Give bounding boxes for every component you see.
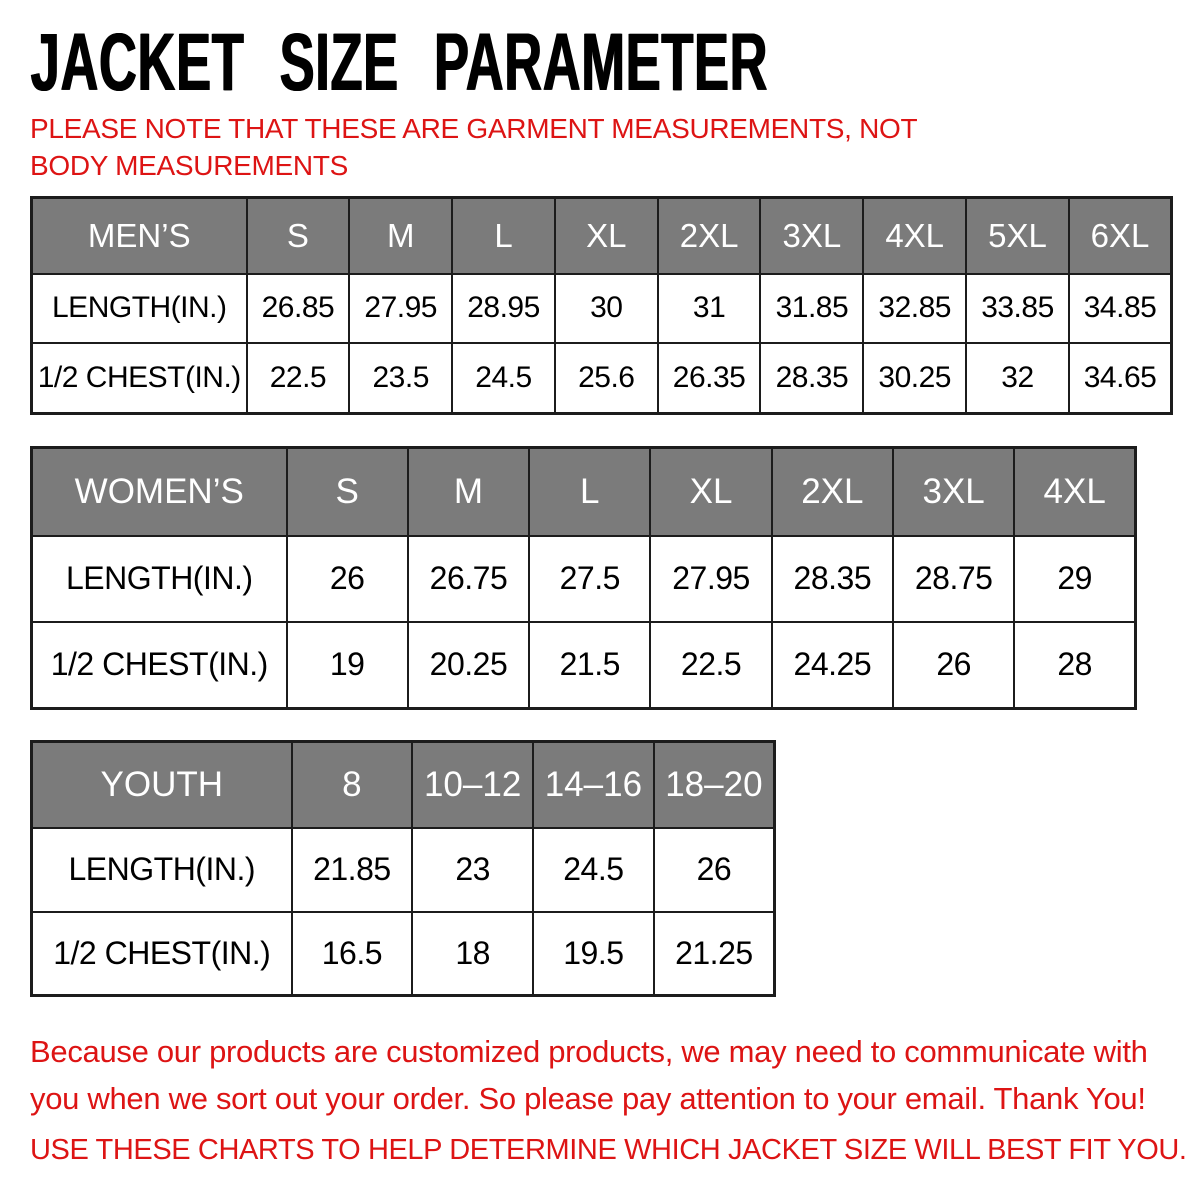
value-cell: 26 [287, 536, 408, 622]
mens-length-row [32, 274, 1172, 343]
value-cell: 24.5 [533, 828, 654, 912]
mens-chest-row [32, 343, 1172, 414]
row-label-cell: LENGTH(IN.) [32, 274, 247, 343]
value-cell: 19 [287, 622, 408, 709]
fit-tip-text: USE THESE CHARTS TO HELP DETERMINE WHICH JACKET SIZE WILL BEST FIT YOU. [30, 1134, 1187, 1166]
womens-table-title-cell: WOMEN’S [32, 448, 287, 536]
size-header-cell: 4XL [863, 198, 966, 274]
row-label-cell: 1/2 CHEST(IN.) [32, 912, 292, 996]
womens-length-row [32, 536, 1136, 622]
size-header-cell: S [287, 448, 408, 536]
garment-measurement-note: PLEASE NOTE THAT THESE ARE GARMENT MEASUREMENTS, NOT BODY MEASUREMENTS [30, 113, 917, 182]
value-cell: 21.5 [529, 622, 650, 709]
size-header-cell: 10–12 [412, 742, 533, 828]
value-cell: 20.25 [408, 622, 529, 709]
value-cell: 23 [412, 828, 533, 912]
value-cell: 30.25 [863, 343, 966, 414]
value-cell: 34.65 [1069, 343, 1172, 414]
size-header-cell: 3XL [760, 198, 863, 274]
womens-size-table [30, 446, 1137, 710]
size-header-cell: L [452, 198, 555, 274]
value-cell: 27.5 [529, 536, 650, 622]
value-cell: 26.75 [408, 536, 529, 622]
row-label-cell: 1/2 CHEST(IN.) [32, 343, 247, 414]
value-cell: 33.85 [966, 274, 1069, 343]
value-cell: 26 [654, 828, 775, 912]
youth-table-title-cell: YOUTH [32, 742, 292, 828]
womens-chest-row [32, 622, 1136, 709]
value-cell: 32.85 [863, 274, 966, 343]
size-header-cell: L [529, 448, 650, 536]
value-cell: 26 [893, 622, 1014, 709]
size-header-cell: 2XL [658, 198, 761, 274]
value-cell: 21.25 [654, 912, 775, 996]
value-cell: 29 [1014, 536, 1135, 622]
value-cell: 16.5 [292, 912, 413, 996]
mens-size-table [30, 196, 1173, 415]
youth-size-table [30, 740, 776, 997]
size-header-cell: S [247, 198, 350, 274]
youth-length-row [32, 828, 775, 912]
mens-header-row [32, 198, 1172, 274]
youth-chest-row [32, 912, 775, 996]
value-cell: 31 [658, 274, 761, 343]
size-header-cell: 14–16 [533, 742, 654, 828]
value-cell: 24.5 [452, 343, 555, 414]
row-label-cell: 1/2 CHEST(IN.) [32, 622, 287, 709]
size-header-cell: XL [555, 198, 658, 274]
size-header-cell: M [349, 198, 452, 274]
size-header-cell: XL [650, 448, 771, 536]
value-cell: 31.85 [760, 274, 863, 343]
size-header-cell: 18–20 [654, 742, 775, 828]
value-cell: 30 [555, 274, 658, 343]
row-label-cell: LENGTH(IN.) [32, 828, 292, 912]
row-label-cell: LENGTH(IN.) [32, 536, 287, 622]
value-cell: 25.6 [555, 343, 658, 414]
value-cell: 27.95 [650, 536, 771, 622]
size-header-cell: 4XL [1014, 448, 1135, 536]
womens-header-row [32, 448, 1136, 536]
value-cell: 34.85 [1069, 274, 1172, 343]
value-cell: 28.35 [772, 536, 893, 622]
value-cell: 32 [966, 343, 1069, 414]
value-cell: 26.85 [247, 274, 350, 343]
page-title: JACKET SIZE PARAMETER [30, 17, 768, 108]
value-cell: 22.5 [247, 343, 350, 414]
size-header-cell: 8 [292, 742, 413, 828]
value-cell: 18 [412, 912, 533, 996]
size-header-cell: 6XL [1069, 198, 1172, 274]
mens-table-title-cell: MEN’S [32, 198, 247, 274]
value-cell: 21.85 [292, 828, 413, 912]
size-header-cell: 5XL [966, 198, 1069, 274]
value-cell: 24.25 [772, 622, 893, 709]
value-cell: 22.5 [650, 622, 771, 709]
value-cell: 19.5 [533, 912, 654, 996]
value-cell: 28.75 [893, 536, 1014, 622]
customization-notice: Because our products are customized products, we may need to communicate with you when we sort out your order. So please pay attention to your email. Thank You! [30, 1034, 1148, 1117]
size-header-cell: 2XL [772, 448, 893, 536]
value-cell: 28.35 [760, 343, 863, 414]
value-cell: 23.5 [349, 343, 452, 414]
size-header-cell: 3XL [893, 448, 1014, 536]
value-cell: 27.95 [349, 274, 452, 343]
youth-header-row [32, 742, 775, 828]
size-header-cell: M [408, 448, 529, 536]
value-cell: 28.95 [452, 274, 555, 343]
value-cell: 26.35 [658, 343, 761, 414]
value-cell: 28 [1014, 622, 1135, 709]
